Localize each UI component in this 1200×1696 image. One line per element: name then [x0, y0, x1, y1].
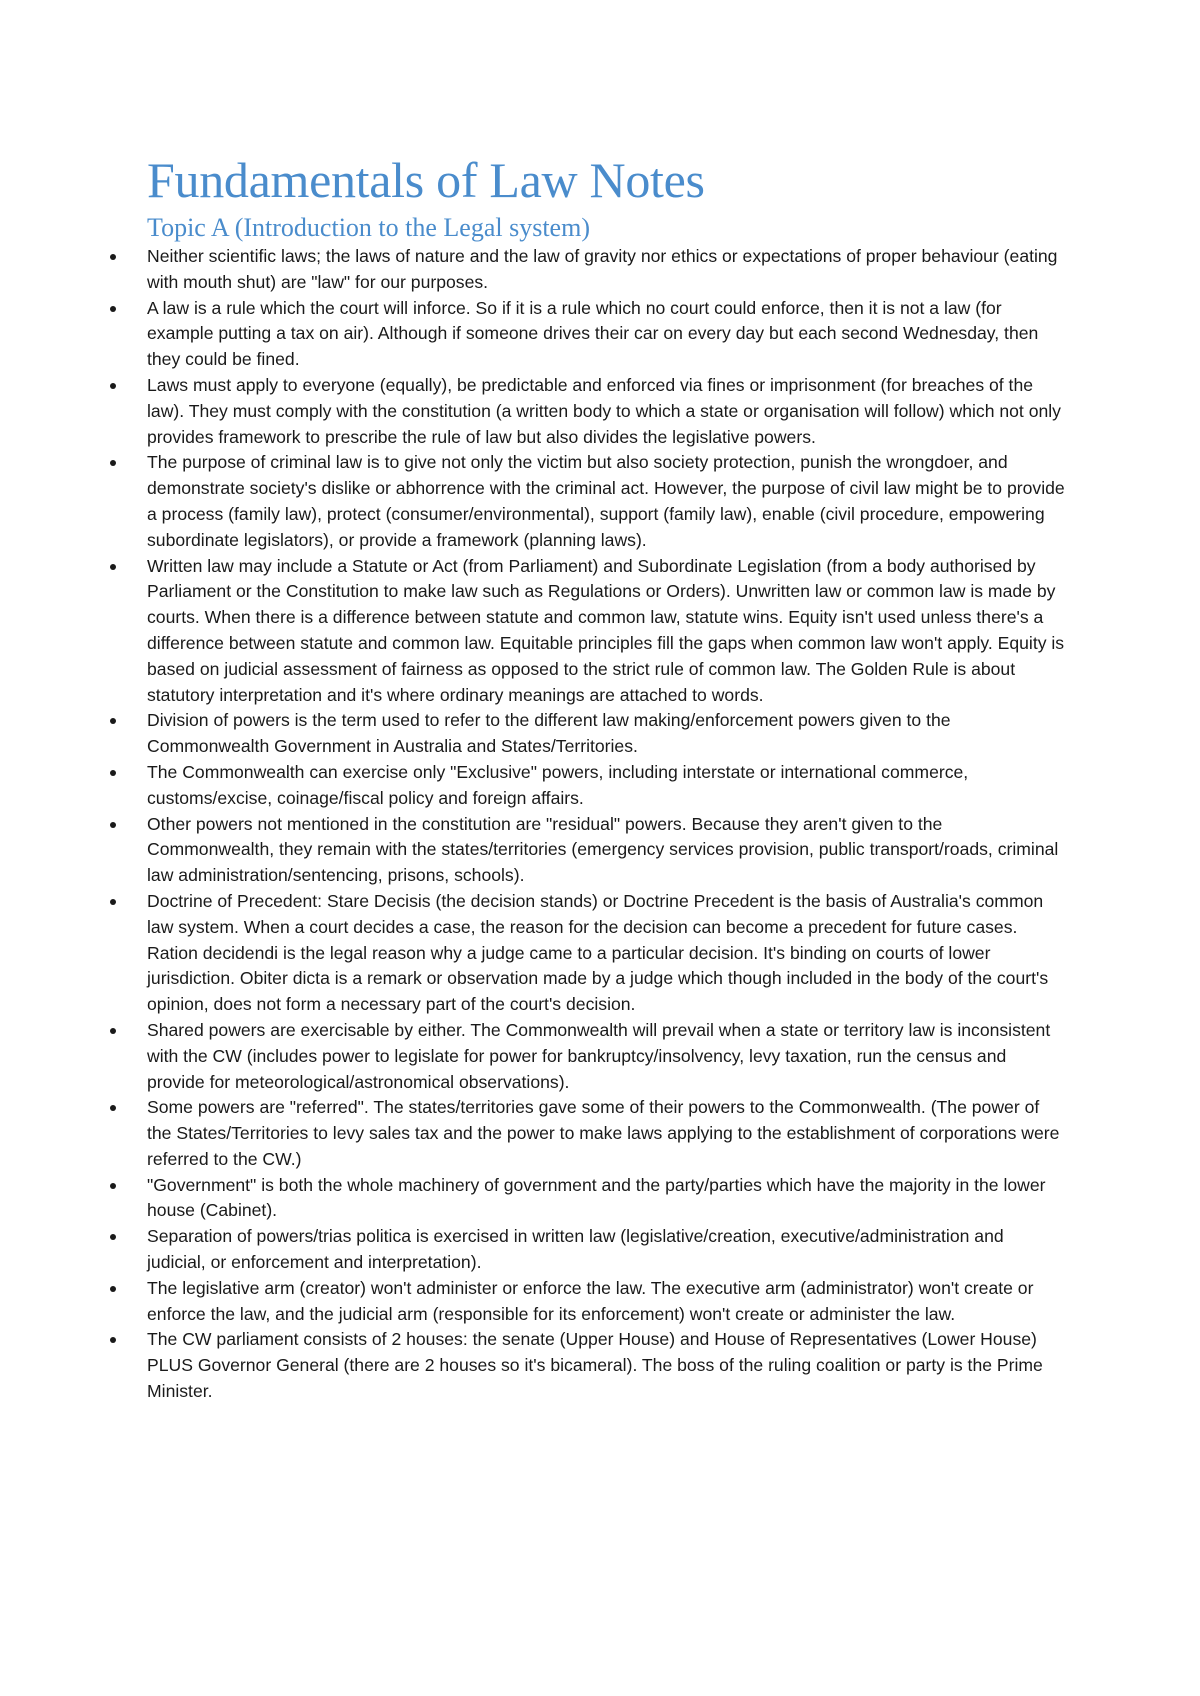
bullet-dot-icon [110, 564, 116, 570]
bullet-dot-icon [110, 254, 116, 260]
list-item-text: Some powers are "referred". The states/territories gave some of their powers to the Commonwealth. (The power of the States/Territories to levy sales tax and the power to make laws applying to the establishment of corporations were referred to the CW.) [147, 1097, 1060, 1169]
bullet-dot-icon [110, 1337, 116, 1343]
list-item-text: Shared powers are exercisable by either. The Commonwealth will prevail when a state or territory law is inconsistent with the CW (includes power to legislate for power for bankruptcy/insolvency, levy taxation, run the census and provide for meteorological/astronomical observations). [147, 1019, 1051, 1092]
list-item [147, 889, 1067, 1018]
bullet-dot-icon [110, 770, 116, 776]
bullet-dot-icon [110, 1105, 116, 1111]
bullet-dot-icon [110, 1286, 116, 1292]
list-item [147, 373, 1067, 450]
list-item-text: Neither scientific laws; the laws of nature and the law of gravity nor ethics or expectations of proper behaviour (eating with mouth shut) are "law" for our purposes. [147, 246, 1058, 292]
list-item [147, 1095, 1067, 1172]
bullet-dot-icon [110, 1183, 116, 1189]
bullet-dot-icon [110, 383, 116, 389]
list-item-text: Laws must apply to everyone (equally), be predictable and enforced via fines or imprisonment (for breaches of the law). They must comply with the constitution (a written body to which a state or organisation will follow) which not only provides framework to prescribe the rule of law but also divides the legislative powers. [147, 374, 1061, 447]
list-item-text: The purpose of criminal law is to give not only the victim but also society protection, punish the wrongdoer, and demonstrate society's dislike or abhorrence with the criminal act. However, the purpose of civil law might be to provide a process (family law), protect (consumer/environmental), support (family law), enable (civil procedure, empowering subordinate legislators), or provide a framework (planning laws). [147, 452, 1065, 550]
list-item [147, 812, 1067, 889]
document-title: Fundamentals of Law Notes [147, 152, 705, 208]
list-item [147, 708, 1067, 760]
list-item [147, 1173, 1067, 1225]
list-item-text: The CW parliament consists of 2 houses: the senate (Upper House) and House of Representatives (Lower House) PLUS Governor General (there are 2 houses so it's bicameral). The boss of the ruling coalition or party is the Prime Minister. [147, 1329, 1043, 1402]
list-item [147, 1327, 1067, 1404]
list-item [147, 1224, 1067, 1276]
bullet-dot-icon [110, 822, 116, 828]
bullet-dot-icon [110, 899, 116, 905]
list-item-text: The legislative arm (creator) won't administer or enforce the law. The executive arm (administrator) won't create or enforce the law, and the judicial arm (responsible for its enforcement) won't create or administer the law. [147, 1277, 1034, 1324]
bullet-dot-icon [110, 460, 116, 466]
list-item [147, 244, 1067, 296]
list-item-text: Separation of powers/trias politica is exercised in written law (legislative/creation, executive/administration and judicial, or enforcement and interpretation). [147, 1226, 1004, 1273]
list-item-text: Division of powers is the term used to refer to the different law making/enforcement powers given to the Commonwealth Government in Australia and States/Territories. [147, 710, 951, 757]
list-item-text: Other powers not mentioned in the constitution are "residual" powers. Because they aren't given to the Commonwealth, they remain with the states/territories (emergency services provision, public transport/roads, criminal law administration/sentencing, prisons, schools). [147, 813, 1059, 886]
list-item-text: Written law may include a Statute or Act (from Parliament) and Subordinate Legislation (from a body authorised by Parliament or the Constitution to make law such as Regulations or Orders). Unwritten law or common law is made by courts. When there is a difference between statute and common law, statute wins. Equity isn't used unless there's a difference between statute and common law. Equitable principles fill the gaps when common law won't apply. Equity is based on judicial assessment of fairness as opposed to the strict rule of common law. The Golden Rule is about statutory interpretation and it's where ordinary meanings are attached to words. [147, 555, 1065, 705]
list-item [147, 450, 1067, 553]
bullet-dot-icon [110, 1028, 116, 1034]
bullet-dot-icon [110, 306, 116, 312]
list-item-text: "Government" is both the whole machinery of government and the party/parties which have the majority in the lower house (Cabinet). [147, 1174, 1046, 1221]
list-item [147, 1276, 1067, 1328]
list-item [147, 296, 1067, 373]
list-item-text: Doctrine of Precedent: Stare Decisis (the decision stands) or Doctrine Precedent is the basis of Australia's common law system. When a court decides a case, the reason for the decision can become a precedent for future cases. Ration decidendi is the legal reason why a judge came to a particular decision. It's binding on courts of lower jurisdiction. Obiter dicta is a remark or observation made by a judge which though included in the body of the court's opinion, does not form a necessary part of the court's decision. [147, 890, 1049, 1015]
document-content [147, 150, 1067, 1405]
topic-heading: Topic A (Introduction to the Legal system) [147, 213, 590, 242]
list-item-text: The Commonwealth can exercise only "Exclusive" powers, including interstate or international commerce, customs/excise, coinage/fiscal policy and foreign affairs. [147, 761, 969, 808]
list-item-text: A law is a rule which the court will inforce. So if it is a rule which no court could enforce, then it is not a law (for example putting a tax on air). Although if someone drives their car on every day but each second Wednesday, then they could be fined. [147, 297, 1039, 370]
list-item [147, 1018, 1067, 1095]
bullet-dot-icon [110, 1234, 116, 1240]
list-item [147, 554, 1067, 709]
bullet-list [147, 244, 1067, 1405]
bullet-dot-icon [110, 718, 116, 724]
list-item [147, 760, 1067, 812]
